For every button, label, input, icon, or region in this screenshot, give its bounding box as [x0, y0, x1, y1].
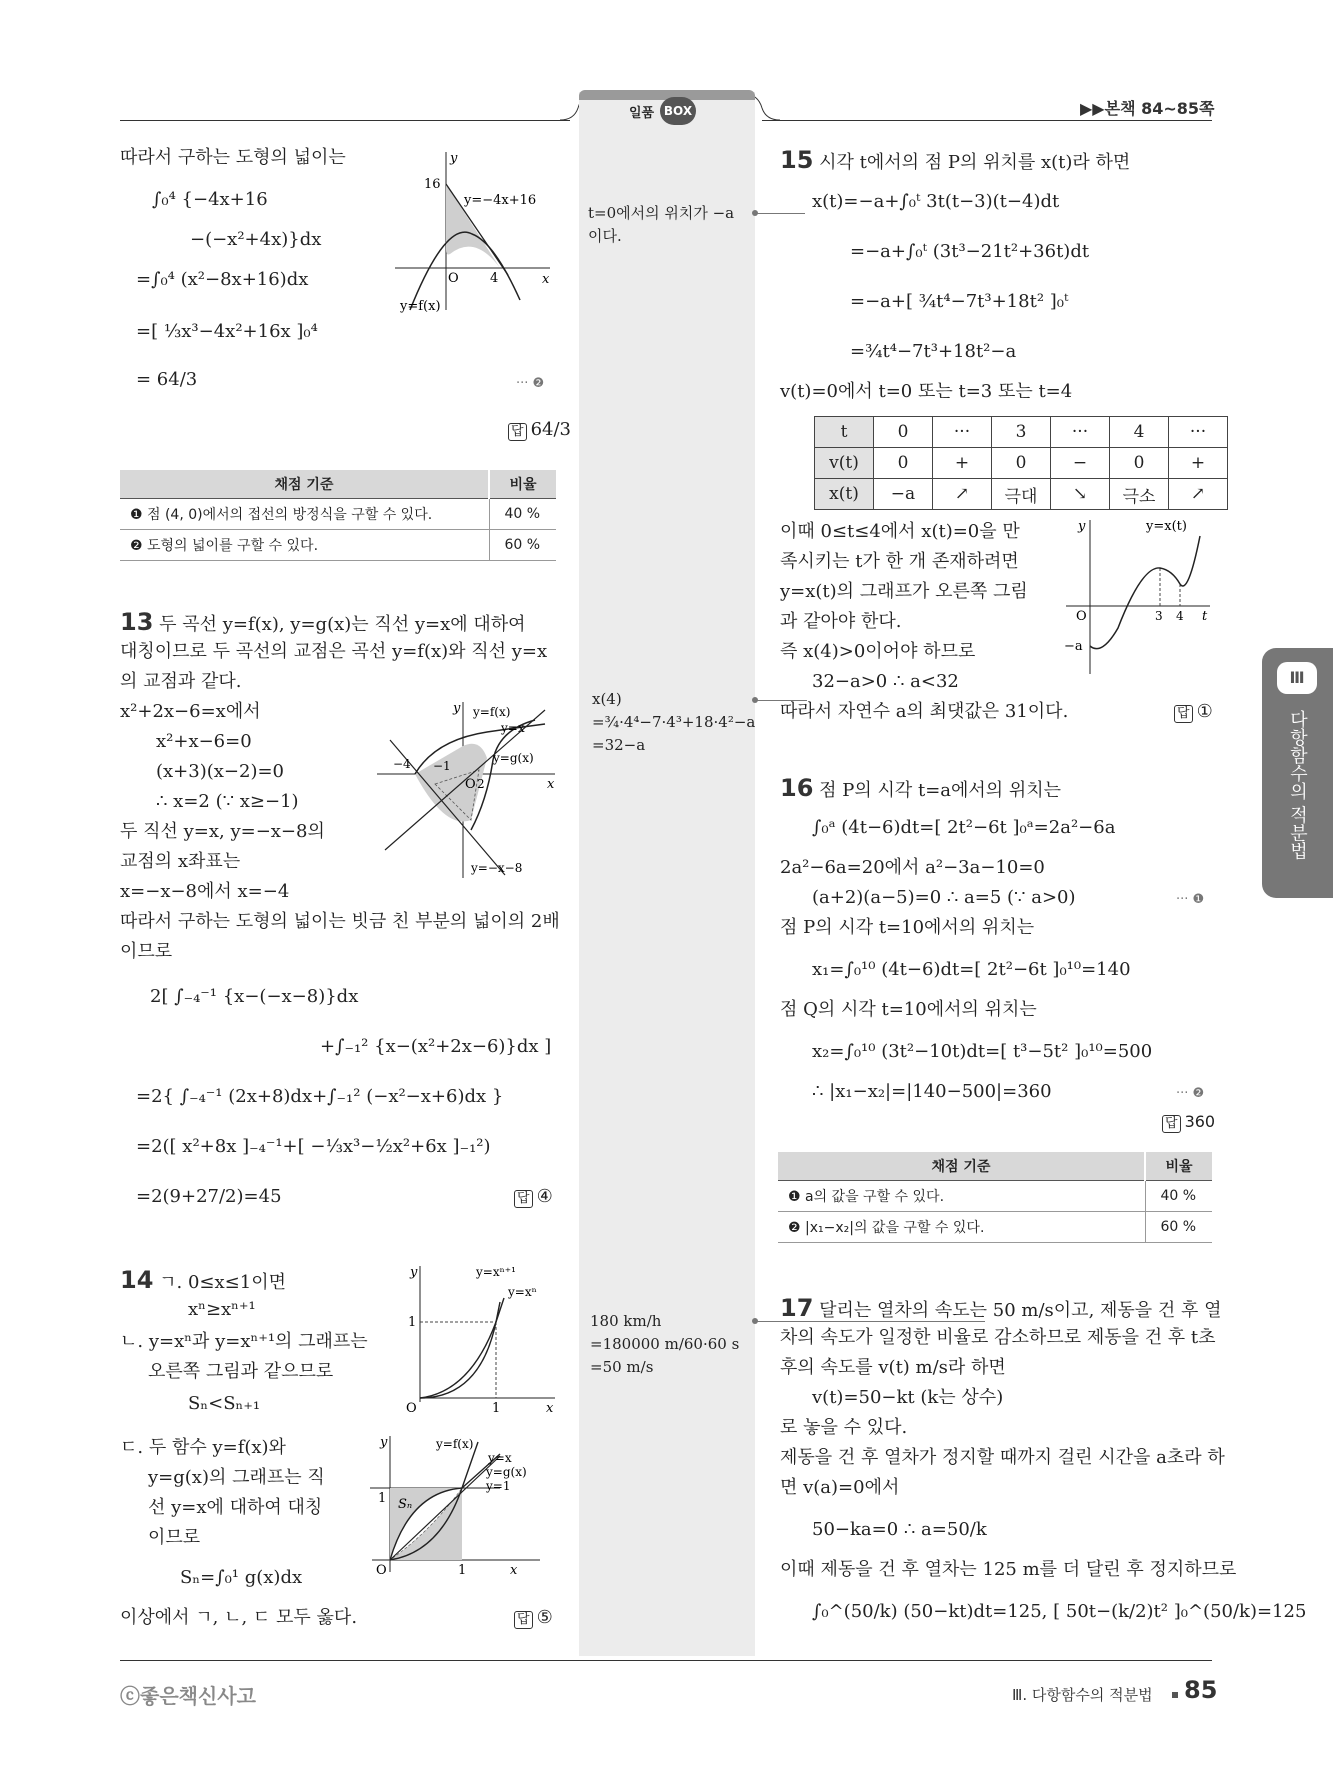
criteria-label: ❷ |x₁−x₂|의 값을 구할 수 있다.: [778, 1212, 1145, 1243]
curve-label: y=x(t): [1146, 519, 1187, 534]
p12-line: =[ ⅓x³−4x²+16x ]₀⁴: [136, 321, 318, 342]
p16-line: ∫₀ᵃ (4t−6)dt=[ 2t²−6t ]₀ᵃ=2a²−6a: [812, 817, 1116, 838]
curve-label: y=f(x): [436, 1437, 474, 1451]
line-label: y=−4x+16: [464, 193, 537, 208]
criteria-header: 비율: [489, 470, 556, 499]
box-badge: BOX: [660, 97, 696, 125]
origin-label: O: [448, 271, 459, 286]
sign-cell: +: [933, 448, 992, 479]
criteria-label: ❶ 점 (4, 0)에서의 접선의 방정식을 구할 수 있다.: [120, 499, 489, 530]
curve-label: y=xⁿ: [508, 1285, 537, 1299]
answer-value: 64/3: [530, 419, 571, 440]
p13-line: =2([ x²+8x ]₋₄⁻¹+[ −⅓x³−½x²+6x ]₋₁²): [136, 1136, 491, 1157]
axis-label: y: [410, 1265, 418, 1280]
p15-line: y=x(t)의 그래프가 오른쪽 그림: [780, 581, 1028, 602]
p15-line: 족시키는 t가 한 개 존재하려면: [780, 551, 1019, 572]
answer: [1162, 1110, 1215, 1134]
p13-line: 이므로: [120, 941, 173, 962]
p17-line: 제동을 건 후 열차가 정지할 때까지 걸린 시간을 a초라 하: [780, 1447, 1225, 1468]
sign-cell: ↗: [1169, 479, 1228, 510]
criteria-header: 채점 기준: [778, 1152, 1145, 1181]
tick-label: −a: [1064, 639, 1083, 654]
sign-table: [814, 416, 1228, 510]
curve-label: y=1: [486, 1479, 511, 1493]
p13-line: +∫₋₁² {x−(x²+2x−6)}dx ]: [320, 1036, 552, 1057]
sign-cell: 0: [874, 448, 933, 479]
tick-label: 4: [490, 271, 499, 286]
sign-cell: ···: [933, 417, 992, 448]
chapter-side-tab: [1262, 648, 1333, 898]
p14-line: 오른쪽 그림과 같으므로: [148, 1361, 334, 1382]
answer-icon: 답: [1174, 705, 1193, 723]
criteria-ratio: 40 %: [489, 499, 556, 530]
p14-line: Sₙ=∫₀¹ g(x)dx: [180, 1567, 303, 1588]
margin-note-line: t=0에서의 위치가 −a: [588, 204, 735, 222]
sign-cell: t: [815, 417, 874, 448]
p16-line: 점 P의 시각 t=a에서의 위치는: [819, 780, 1062, 801]
p16-line: x₁=∫₀¹⁰ (4t−6)dt=[ 2t²−6t ]₀¹⁰=140: [812, 959, 1131, 980]
axis-label: x: [542, 272, 550, 287]
axis-label: x: [546, 1401, 554, 1412]
sign-cell: 극대: [992, 479, 1051, 510]
p13-line: 대칭이므로 두 곡선의 교점은 곡선 y=f(x)와 직선 y=x: [120, 641, 548, 662]
margin-note: [592, 688, 755, 757]
curve-label: y=f(x): [400, 299, 441, 314]
axis-label: y: [1078, 519, 1086, 534]
p14-line: y=g(x)의 그래프는 직: [148, 1467, 325, 1488]
criteria-label: ❶ a의 값을 구할 수 있다.: [778, 1181, 1145, 1212]
sign-cell: ···: [1051, 417, 1110, 448]
axis-label: t: [1202, 609, 1208, 624]
p14-line: 이상에서 ㄱ, ㄴ, ㄷ 모두 옳다.: [120, 1607, 358, 1628]
margin-note-line: =50 m/s: [590, 1358, 654, 1376]
answer-icon: 답: [514, 1190, 533, 1208]
axis-label: y: [450, 151, 458, 166]
p13-line: (x+3)(x−2)=0: [156, 761, 284, 782]
margin-note-line: =180000 m/60·60 s: [590, 1335, 740, 1353]
axis-label: y: [453, 701, 461, 716]
tick-label: 2: [477, 777, 485, 791]
p15-graph: [1062, 516, 1212, 676]
tick-label: 1: [408, 1315, 417, 1330]
p12-line: −(−x²+4x)}dx: [190, 229, 322, 250]
tick-label: 16: [424, 177, 441, 192]
answer: [514, 1606, 553, 1630]
answer-icon: 답: [1162, 1115, 1181, 1133]
chapter-title: 다항함수의 적분법: [1287, 710, 1308, 860]
axis-label: x: [510, 1563, 518, 1578]
answer: [508, 418, 571, 442]
p13-graph: [375, 700, 560, 880]
problem-number: 14: [120, 1266, 154, 1294]
criteria-table-16: [778, 1152, 1212, 1243]
margin-note-line: 180 km/h: [590, 1312, 662, 1330]
axis-label: y: [380, 1435, 388, 1450]
margin-note-line: x(4): [592, 690, 622, 708]
check-mark: ··· ❷: [516, 376, 545, 391]
sign-cell: 0: [1110, 448, 1169, 479]
curve-label: y=g(x): [493, 751, 534, 765]
p16-line: ∴ |x₁−x₂|=|140−500|=360: [812, 1081, 1052, 1102]
page-number: 85: [1184, 1676, 1218, 1704]
sign-cell: −a: [874, 479, 933, 510]
answer-icon: 답: [508, 423, 527, 441]
leader-dot: [752, 1318, 758, 1324]
p14-line: Sₙ<Sₙ₊₁: [188, 1393, 261, 1414]
p15-line: =−a+[ ¾t⁴−7t³+18t² ]₀ᵗ: [850, 291, 1069, 312]
chapter-number: Ⅲ: [1277, 662, 1317, 694]
answer: [514, 1185, 553, 1209]
origin-label: O: [406, 1401, 417, 1412]
p13-line: =2{ ∫₋₄⁻¹ (2x+8)dx+∫₋₁² (−x²−x+6)dx }: [136, 1086, 504, 1107]
answer-icon: 답: [514, 1611, 533, 1629]
p15-line: 따라서 자연수 a의 최댓값은 31이다.: [780, 701, 1069, 722]
answer-value: ①: [1196, 701, 1213, 722]
p16-line: x₂=∫₀¹⁰ (3t²−10t)dt=[ t³−5t² ]₀¹⁰=500: [812, 1041, 1153, 1062]
tick-label: 1: [458, 1563, 467, 1578]
origin-label: O: [1076, 609, 1087, 624]
footer-chapter: Ⅲ. 다항함수의 적분법: [1012, 1686, 1153, 1704]
tick-label: 1: [492, 1401, 501, 1412]
p15-line: x(t)=−a+∫₀ᵗ 3t(t−3)(t−4)dt: [812, 191, 1060, 212]
criteria-header: 비율: [1145, 1152, 1212, 1181]
p15-line: 과 같아야 한다.: [780, 611, 902, 632]
p13-line: 따라서 구하는 도형의 넓이는 빗금 친 부분의 넓이의 2배: [120, 911, 560, 932]
problem-number: 13: [120, 608, 154, 636]
curve-label: y=−x−8: [471, 861, 523, 875]
region-label: Sₙ: [398, 1497, 413, 1512]
leader-dot: [752, 210, 758, 216]
curve-label: y=x: [501, 721, 525, 735]
tick-label: 4: [1176, 609, 1184, 623]
p15-line: =¾t⁴−7t³+18t²−a: [850, 341, 1017, 362]
axis-label: x: [547, 777, 555, 792]
p17-line: v(t)=50−kt (k는 상수): [812, 1387, 1004, 1408]
p14-line: ㄴ. y=xⁿ과 y=xⁿ⁺¹의 그래프는: [120, 1331, 368, 1352]
footer-separator: [1172, 1692, 1178, 1698]
sign-cell: ↘: [1051, 479, 1110, 510]
p17-line: 차의 속도가 일정한 비율로 감소하므로 제동을 건 후 t초: [780, 1327, 1216, 1348]
p14-line: 이므로: [148, 1527, 201, 1548]
margin-note-line: =32−a: [592, 736, 646, 754]
problem-number: 15: [780, 146, 814, 174]
p15-line: 시각 t에서의 점 P의 위치를 x(t)라 하면: [819, 152, 1131, 173]
page-reference: ▶▶본책 84~85쪽: [1080, 99, 1215, 118]
p16-line: 점 P의 시각 t=10에서의 위치는: [780, 917, 1035, 938]
p14-line: xⁿ≥xⁿ⁺¹: [188, 1299, 256, 1320]
intro-text: 따라서 구하는 도형의 넓이는: [120, 147, 346, 168]
p15-line: 즉 x(4)>0이어야 하므로: [780, 641, 976, 662]
criteria-header: 채점 기준: [120, 470, 489, 499]
p17-line: 이때 제동을 건 후 열차는 125 m를 더 달린 후 정지하므로: [780, 1559, 1237, 1580]
p16-line: (a+2)(a−5)=0 ∴ a=5 (∵ a>0): [812, 887, 1076, 908]
p14-graph-2: [360, 1432, 560, 1582]
p14-line: ㄷ. 두 함수 y=f(x)와: [120, 1437, 286, 1458]
p13-line: 의 교점과 같다.: [120, 671, 242, 692]
p12-line: =∫₀⁴ (x²−8x+16)dx: [136, 269, 309, 290]
p14-line: 선 y=x에 대하여 대칭: [148, 1497, 323, 1518]
curve-label: y=f(x): [473, 705, 511, 719]
sign-cell: 0: [992, 448, 1051, 479]
p17-line: 달리는 열차의 속도는 50 m/s이고, 제동을 건 후 열: [819, 1300, 1222, 1321]
problem-number: 16: [780, 774, 814, 802]
criteria-ratio: 60 %: [489, 530, 556, 561]
p12-graph: [390, 150, 570, 315]
p13-line: 두 곡선 y=f(x), y=g(x)는 직선 y=x에 대하여: [159, 614, 526, 635]
answer: [1174, 700, 1213, 724]
margin-note: [588, 202, 734, 248]
p12-line: = 64/3: [136, 369, 198, 390]
sign-cell: 0: [874, 417, 933, 448]
origin-label: O: [376, 1563, 387, 1578]
p15-line: v(t)=0에서 t=0 또는 t=3 또는 t=4: [780, 381, 1073, 402]
p16-line: 점 Q의 시각 t=10에서의 위치는: [780, 999, 1037, 1020]
leader-dot: [752, 697, 758, 703]
publisher-logo: ⓒ좋은책신사고: [120, 1684, 256, 1708]
p13-line: 2[ ∫₋₄⁻¹ {x−(−x−8)}dx: [150, 986, 359, 1007]
p13-line: x=−x−8에서 x=−4: [120, 881, 290, 902]
margin-note-line: 이다.: [588, 227, 622, 245]
p17-line: 면 v(a)=0에서: [780, 1477, 900, 1498]
p12-line: ∫₀⁴ {−4x+16: [152, 189, 268, 210]
margin-column: [579, 92, 755, 1656]
criteria-ratio: 60 %: [1145, 1212, 1212, 1243]
p14-graph-1: [400, 1262, 560, 1412]
tick-label: 1: [378, 1491, 387, 1506]
p14-line: ㄱ. 0≤x≤1이면: [159, 1272, 286, 1293]
p17-line: ∫₀^(50/k) (50−kt)dt=125, [ 50t−(k/2)t² ]₀^(50/k)=125: [812, 1601, 1307, 1622]
curve-label: y=g(x): [486, 1465, 527, 1479]
margin-note: [590, 1310, 739, 1379]
sign-cell: 극소: [1110, 479, 1169, 510]
sign-cell: 3: [992, 417, 1051, 448]
criteria-ratio: 40 %: [1145, 1181, 1212, 1212]
check-mark: ··· ❷: [1176, 1086, 1205, 1101]
p15-line: 이때 0≤t≤4에서 x(t)=0을 만: [780, 521, 1020, 542]
p13-line: 두 직선 y=x, y=−x−8의: [120, 821, 325, 842]
p13-line: x²+2x−6=x에서: [120, 701, 261, 722]
sign-cell: ↗: [933, 479, 992, 510]
origin-label: O: [465, 777, 476, 792]
tick-label: −1: [433, 759, 451, 773]
sign-cell: v(t): [815, 448, 874, 479]
p15-line: =−a+∫₀ᵗ (3t³−21t²+36t)dt: [850, 241, 1090, 262]
sign-cell: −: [1051, 448, 1110, 479]
answer-value: ⑤: [536, 1607, 553, 1628]
p16-line: 2a²−6a=20에서 a²−3a−10=0: [780, 857, 1045, 878]
curve-label: y=x: [488, 1451, 512, 1465]
p15-line: 32−a>0 ∴ a<32: [812, 671, 959, 692]
criteria-table-12: [120, 470, 556, 561]
answer-value: 360: [1184, 1112, 1216, 1131]
p13-line: x²+x−6=0: [156, 731, 252, 752]
sign-cell: ···: [1169, 417, 1228, 448]
criteria-label: ❷ 도형의 넓이를 구할 수 있다.: [120, 530, 489, 561]
p17-line: 50−ka=0 ∴ a=50/k: [812, 1519, 987, 1540]
p13-line: ∴ x=2 (∵ x≥−1): [156, 791, 299, 812]
tick-label: 3: [1155, 609, 1163, 623]
p17-line: 후의 속도를 v(t) m/s라 하면: [780, 1357, 1006, 1378]
answer-value: ④: [536, 1186, 553, 1207]
curve-label: y=xⁿ⁺¹: [476, 1265, 516, 1279]
check-mark: ··· ❶: [1176, 892, 1205, 907]
sign-cell: x(t): [815, 479, 874, 510]
tick-label: −4: [393, 757, 411, 771]
sign-cell: +: [1169, 448, 1228, 479]
problem-number: 17: [780, 1294, 814, 1322]
p13-line: =2(9+27/2)=45: [136, 1186, 282, 1207]
p13-line: 교점의 x좌표는: [120, 851, 241, 872]
sign-cell: 4: [1110, 417, 1169, 448]
p17-line: 로 놓을 수 있다.: [780, 1417, 908, 1438]
box-label: 일품: [629, 106, 655, 121]
margin-note-line: =¾·4⁴−7·4³+18·4²−a: [592, 713, 756, 731]
